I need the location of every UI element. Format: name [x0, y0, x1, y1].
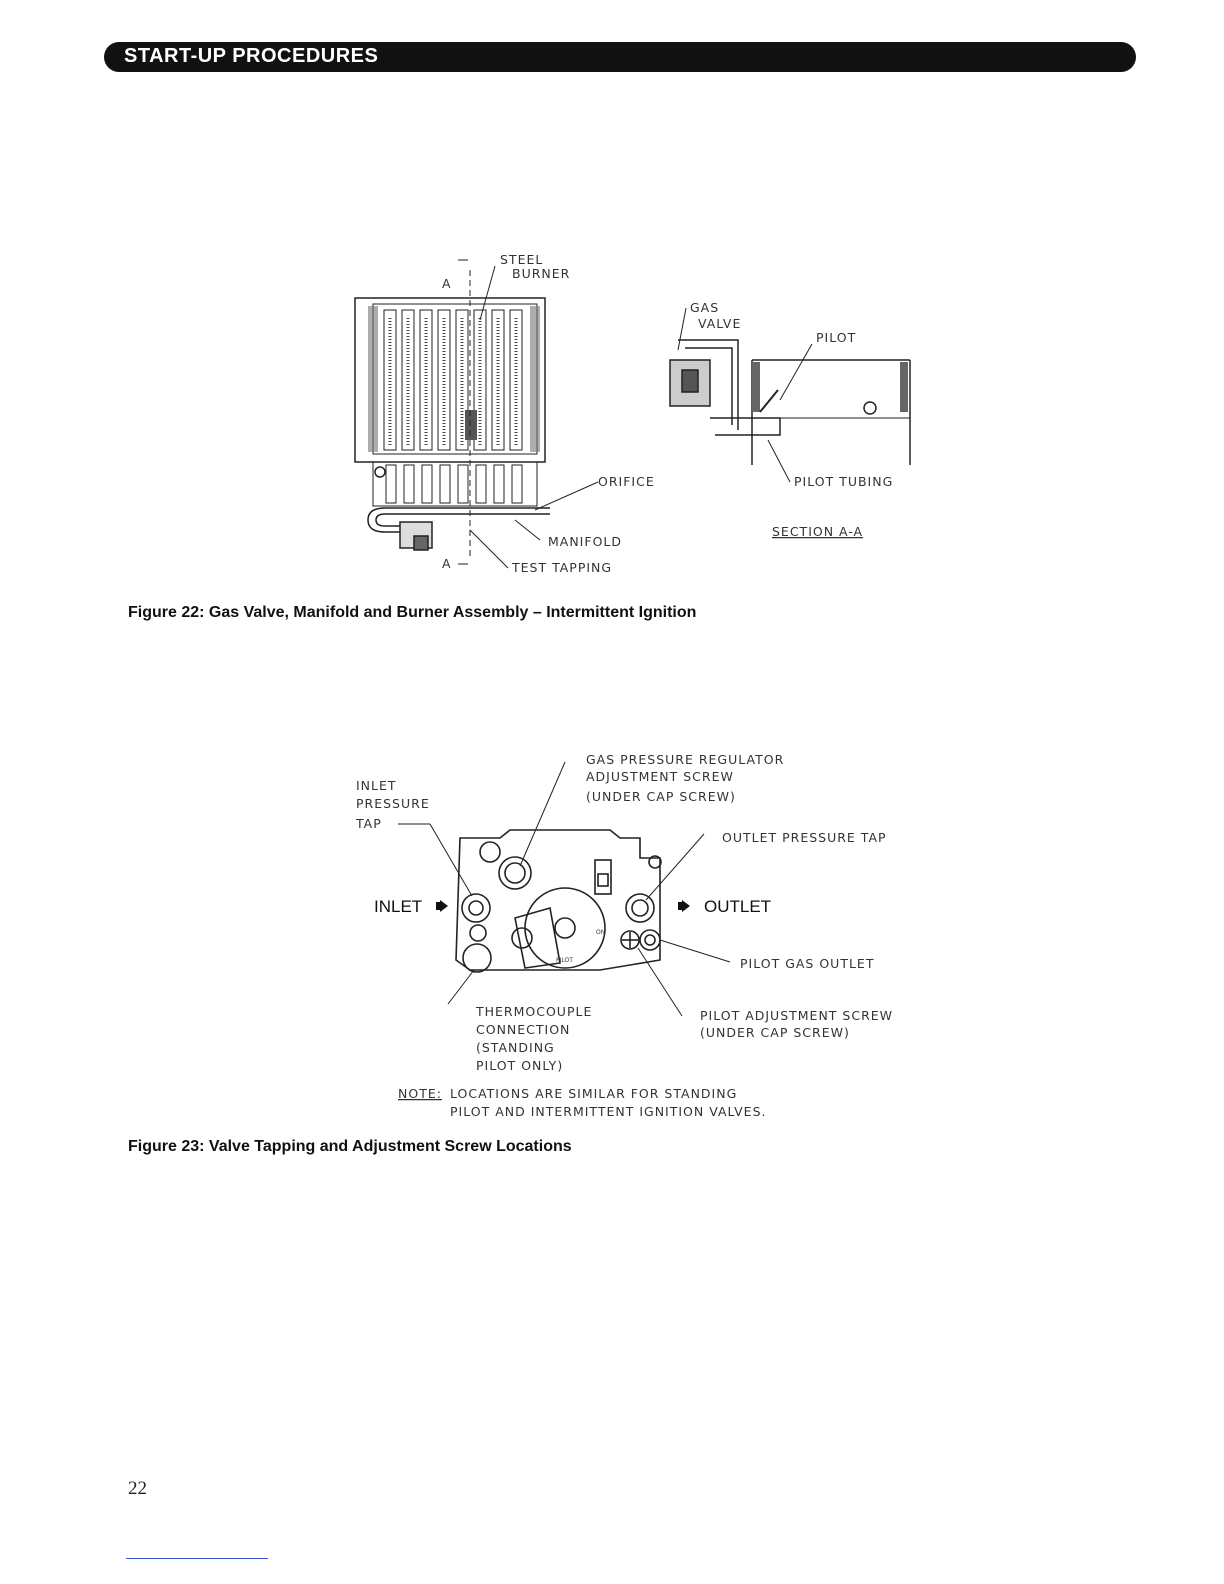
label-pilot-adj-1: PILOT ADJUSTMENT SCREW — [700, 1008, 894, 1023]
label-inlet-tap-2: PRESSURE — [356, 796, 430, 811]
valve-body — [456, 830, 661, 972]
burner-assembly — [355, 260, 598, 568]
label-manifold: MANIFOLD — [548, 534, 622, 549]
section-banner — [104, 42, 1136, 72]
section-title: START-UP PROCEDURES — [124, 45, 379, 67]
figure-23-diagram — [350, 748, 930, 1128]
figure-22-diagram — [340, 240, 930, 580]
label-regulator-2: ADJUSTMENT SCREW — [586, 769, 734, 784]
section-view — [670, 308, 910, 482]
inlet-arrow-icon — [440, 900, 448, 912]
label-note: NOTE: — [398, 1086, 442, 1101]
label-inlet: INLET — [374, 897, 423, 916]
label-test-tapping: TEST TAPPING — [512, 560, 613, 575]
label-steel: STEEL — [500, 252, 544, 267]
label-thermo-2: CONNECTION — [476, 1022, 571, 1037]
label-inlet-tap-3: TAP — [356, 816, 382, 831]
label-knob-on: ON — [596, 929, 606, 936]
label-outlet: OUTLET — [704, 897, 772, 916]
label-pilot-adj-2: (UNDER CAP SCREW) — [700, 1025, 850, 1040]
label-pilot-gas-outlet: PILOT GAS OUTLET — [740, 956, 875, 971]
outlet-arrow-icon — [682, 900, 690, 912]
label-gas: GAS — [690, 300, 720, 315]
label-section-marker-bottom: A — [442, 556, 452, 571]
label-thermo-4: PILOT ONLY) — [476, 1058, 564, 1073]
label-note-line1: LOCATIONS ARE SIMILAR FOR STANDING — [450, 1086, 738, 1101]
label-regulator-1: GAS PRESSURE REGULATOR — [586, 752, 785, 767]
page-number: 22 — [128, 1478, 147, 1499]
label-pilot: PILOT — [816, 330, 857, 345]
label-burner: BURNER — [512, 266, 571, 281]
label-inlet-tap-1: INLET — [356, 778, 397, 793]
label-orifice: ORIFICE — [598, 474, 655, 489]
label-note-line2: PILOT AND INTERMITTENT IGNITION VALVES. — [450, 1104, 767, 1119]
label-outlet-tap: OUTLET PRESSURE TAP — [722, 830, 887, 845]
figure-22-caption: Figure 22: Gas Valve, Manifold and Burner Assembly – Intermittent Ignition — [128, 604, 697, 621]
label-knob-pilot: PILOT — [556, 957, 573, 964]
figure-23-caption: Figure 23: Valve Tapping and Adjustment Screw Locations — [128, 1138, 572, 1155]
label-pilot-tubing: PILOT TUBING — [794, 474, 894, 489]
label-section-title: SECTION A-A — [772, 524, 864, 539]
label-thermo-3: (STANDING — [476, 1040, 555, 1055]
footer-divider — [126, 1558, 268, 1559]
label-regulator-3: (UNDER CAP SCREW) — [586, 789, 736, 804]
label-thermo-1: THERMOCOUPLE — [476, 1004, 593, 1019]
label-section-marker-top: A — [442, 276, 452, 291]
label-valve: VALVE — [698, 316, 742, 331]
